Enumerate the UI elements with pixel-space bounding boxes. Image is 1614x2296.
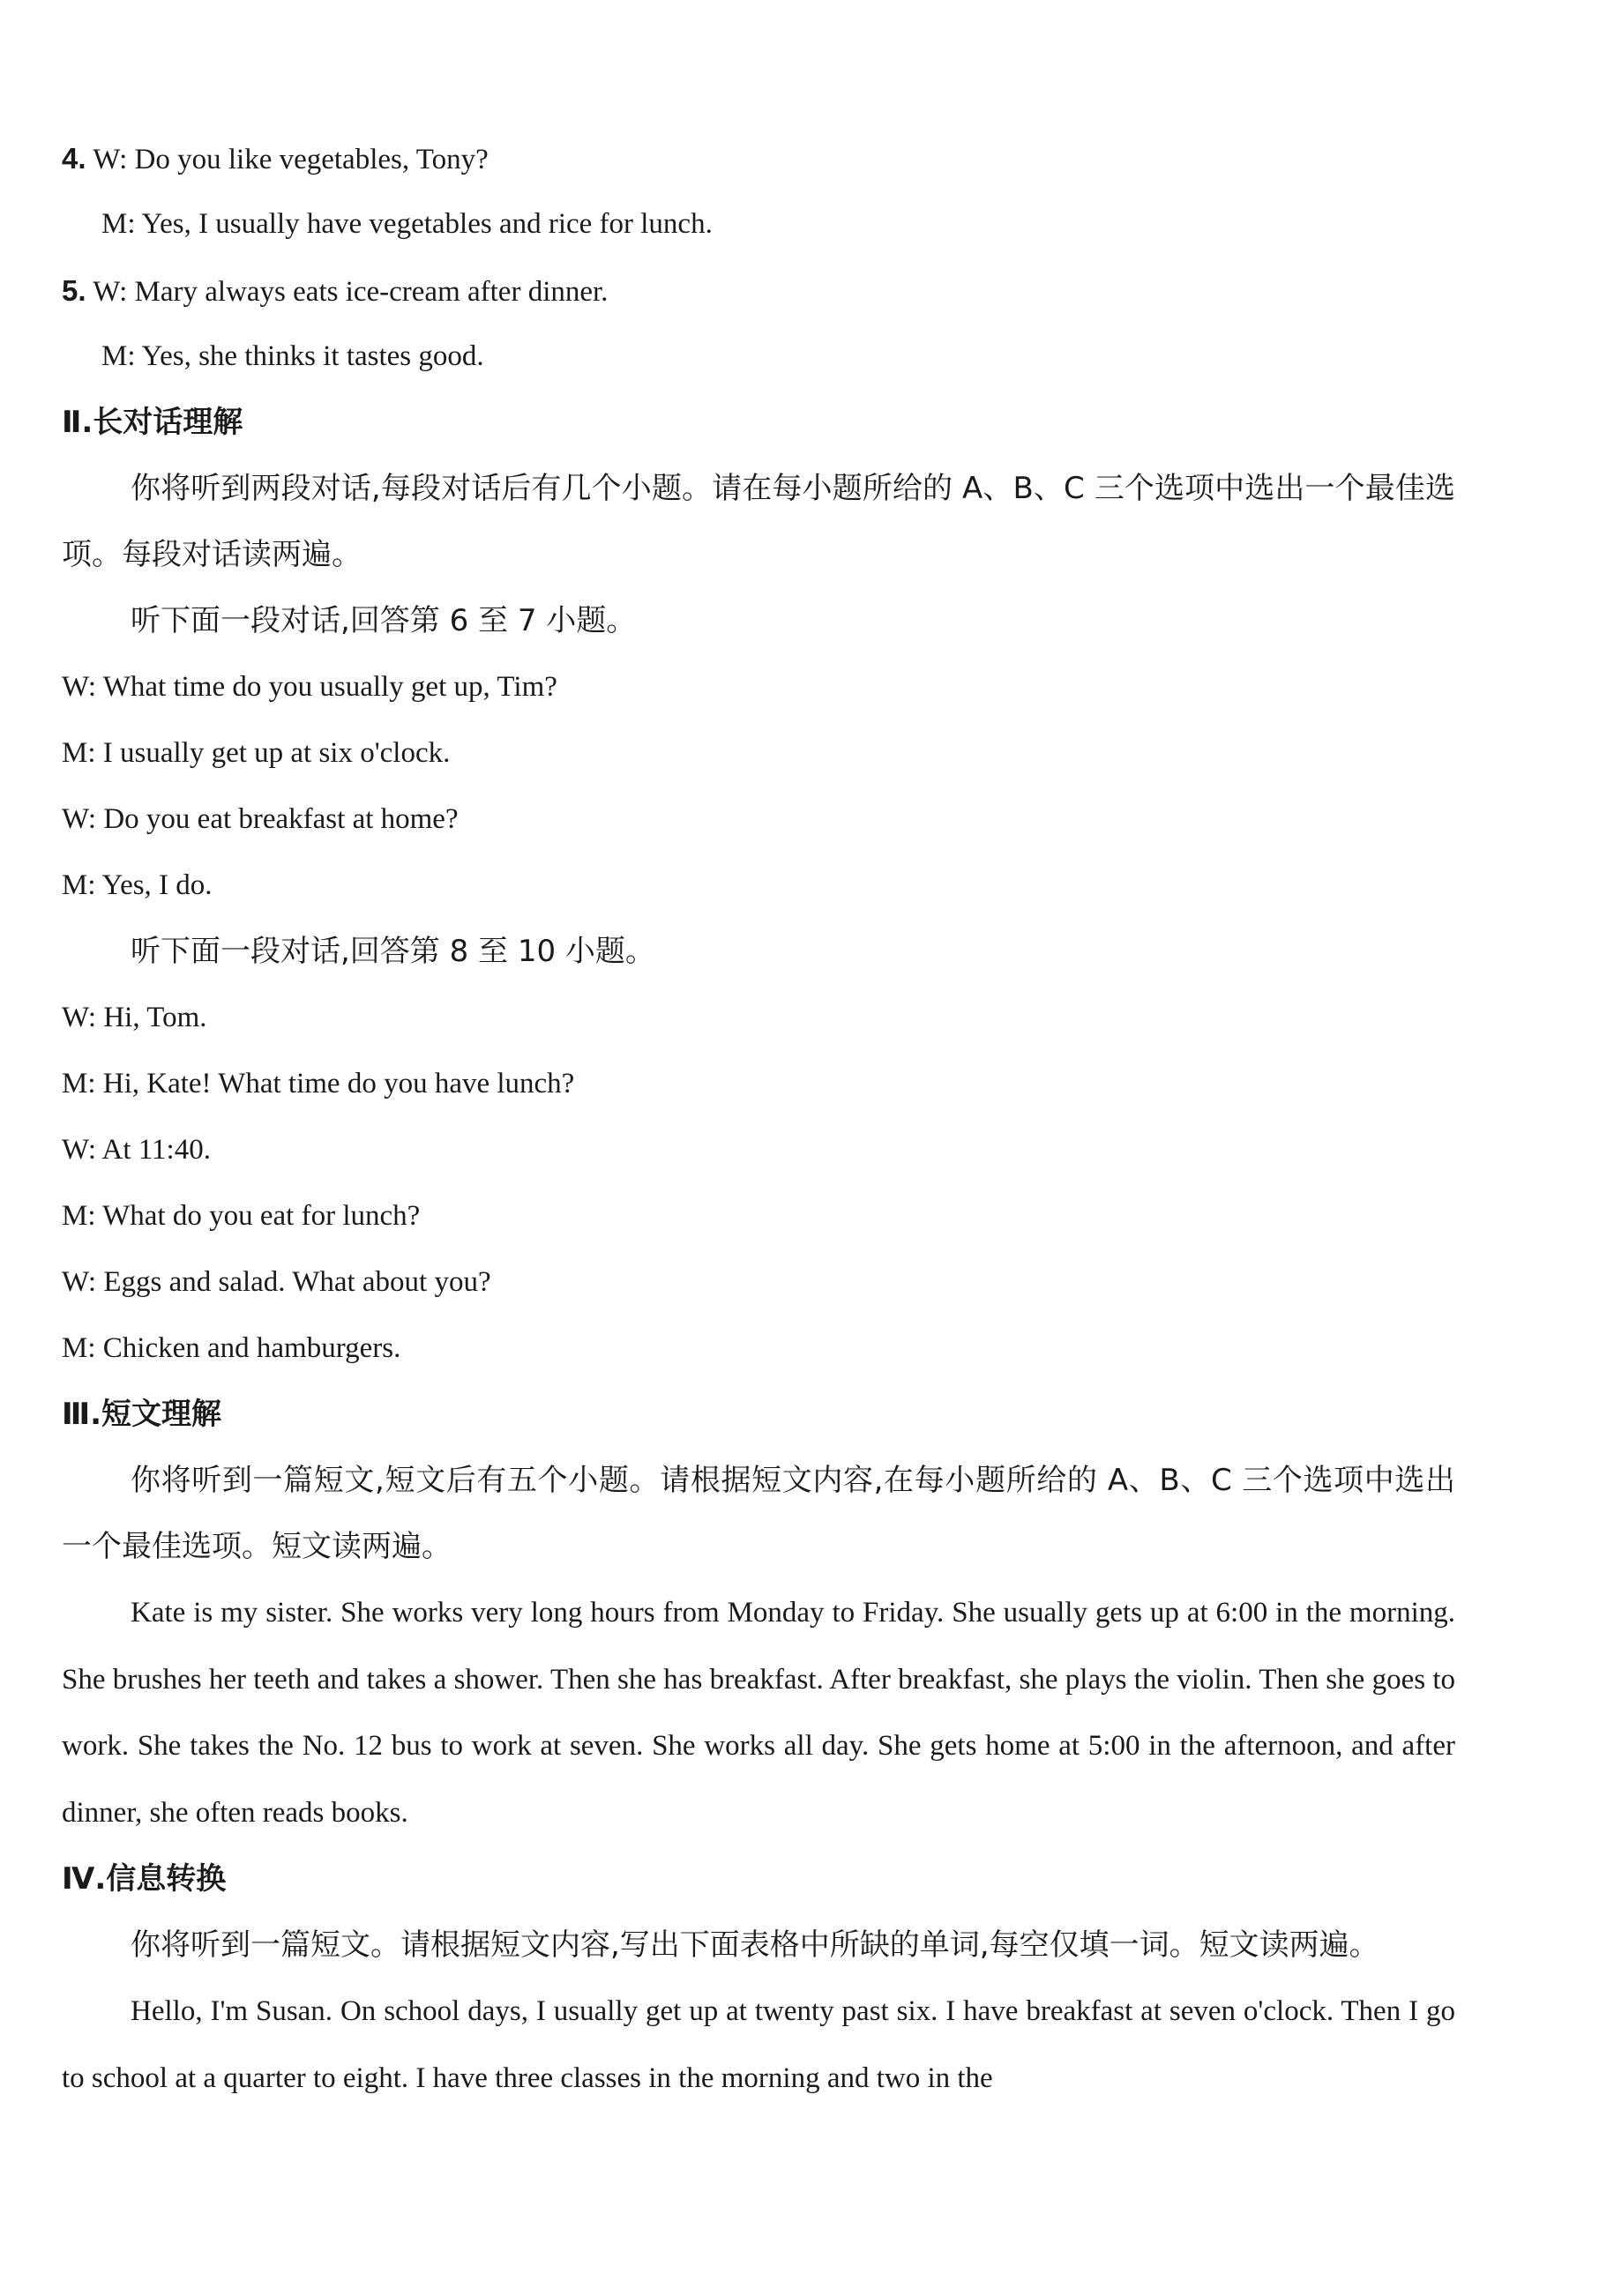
section-heading-3: Ⅲ.短文理解 xyxy=(62,1397,222,1432)
speaker: M: xyxy=(101,208,136,240)
speaker: W: xyxy=(93,276,128,308)
section-heading-2: Ⅱ.长对话理解 xyxy=(62,405,243,440)
utterance: Yes, she thinks it tastes good. xyxy=(141,340,484,372)
dialogue-line-4w xyxy=(62,125,1455,191)
passage-text-3: Kate is my sister. She works very long hours from Monday to Friday. She usually gets up at 6:00 in the morning. She brushes her teeth and takes a shower. Then she has breakfast. After breakfast, she plays the violin. Then she goes to work. She takes the No. 12 bus to work at seven. She works all day. She gets home at 5:00 in the afternoon, and after dinner, she often reads books. xyxy=(62,1597,1455,1829)
question-number: 5. xyxy=(62,274,86,307)
dialogue-line: M: Hi, Kate! What time do you have lunch? xyxy=(62,1068,575,1100)
section-instructions-3: 你将听到一篇短文,短文后有五个小题。请根据短文内容,在每小题所给的 A、B、C 三个选项中选出一个最佳选项。短文读两遍。 xyxy=(62,1463,1455,1564)
passage-text-4: Hello, I'm Susan. On school days, I usually get up at twenty past six. I have breakfast at seven o'clock. Then I go to school at a quarter to eight. I have three classes in the morning and two in the xyxy=(62,1995,1455,2094)
dialogue-line-5w xyxy=(62,257,1455,324)
dialogue-line: M: What do you eat for lunch? xyxy=(62,1200,421,1232)
section-instructions-2: 你将听到两段对话,每段对话后有几个小题。请在每小题所给的 A、B、C 三个选项中选出一个最佳选项。每段对话读两遍。 xyxy=(62,471,1455,572)
speaker: W: xyxy=(93,144,128,175)
part-intro-8-10: 听下面一段对话,回答第 8 至 10 小题。 xyxy=(131,934,655,969)
dialogue-line: W: Hi, Tom. xyxy=(62,1002,207,1033)
section-instructions-4: 你将听到一篇短文。请根据短文内容,写出下面表格中所缺的单词,每空仅填一词。短文读两遍。 xyxy=(131,1927,1379,1963)
utterance: Yes, I usually have vegetables and rice for lunch. xyxy=(141,208,713,240)
dialogue-line: W: At 11:40. xyxy=(62,1134,211,1166)
section-heading-4: Ⅳ.信息转换 xyxy=(62,1861,227,1897)
dialogue-line-4m xyxy=(62,191,1455,257)
dialogue-line: M: Chicken and hamburgers. xyxy=(62,1332,401,1364)
part-intro-6-7: 听下面一段对话,回答第 6 至 7 小题。 xyxy=(131,603,637,638)
dialogue-line: W: What time do you usually get up, Tim? xyxy=(62,671,557,703)
utterance: Mary always eats ice-cream after dinner. xyxy=(134,276,609,308)
dialogue-line: M: Yes, I do. xyxy=(62,869,213,901)
question-number: 4. xyxy=(62,142,86,175)
dialogue-line: W: Do you eat breakfast at home? xyxy=(62,803,459,835)
dialogue-line-5m xyxy=(62,324,1455,390)
speaker: M: xyxy=(101,340,136,372)
dialogue-line: W: Eggs and salad. What about you? xyxy=(62,1266,491,1298)
utterance: Do you like vegetables, Tony? xyxy=(134,144,489,175)
dialogue-line: M: I usually get up at six o'clock. xyxy=(62,737,451,769)
